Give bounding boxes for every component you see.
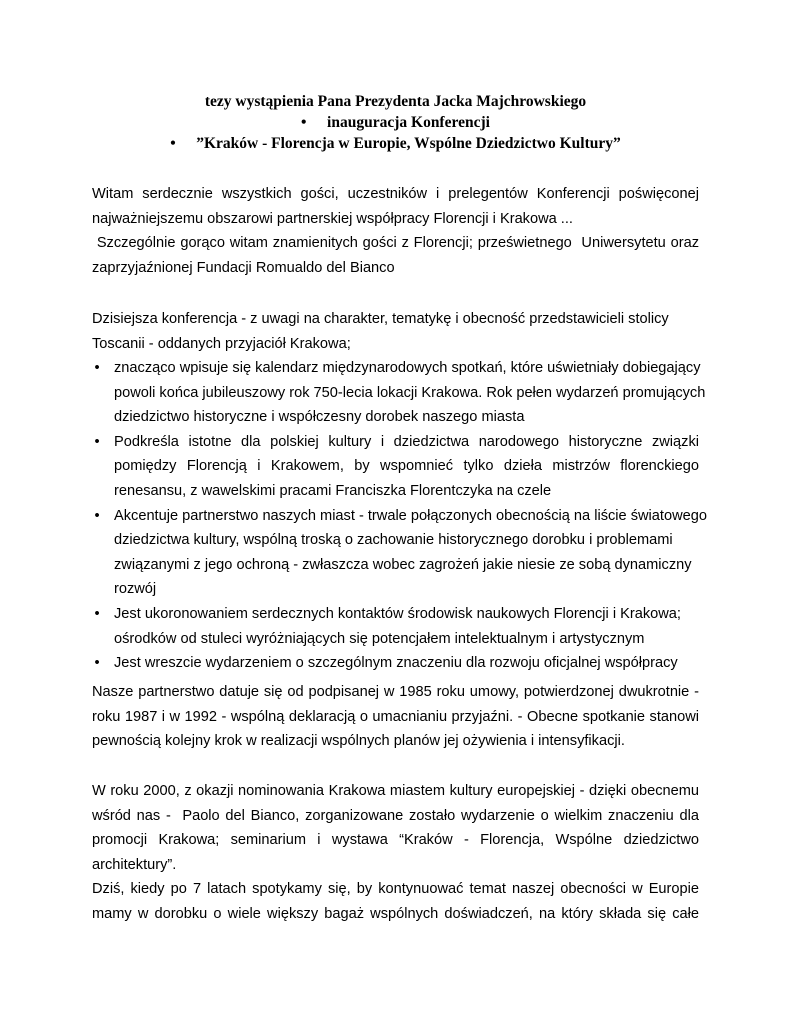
conference-title: • ”Kraków - Florencja w Europie, Wspólne Dziedzictwo Kultury”	[170, 135, 621, 152]
paragraph-today: Dziś, kiedy po 7 latach spotykamy się, by kontynuować temat naszej obecności w Europie mamy w dorobku o wiele większy bagaż wspólnych doświadczeń, na który składa się całe	[92, 881, 699, 922]
list-item: • Jest ukoronowaniem serdecznych kontaktów środowisk naukowych Florencji i Krakowa; ośrodków od stuleci wyróżniających się potencjałem intelektualnym i artystycznym	[94, 605, 681, 647]
list-item: • Akcentuje partnerstwo naszych miast - trwale połączonych obecnością na liście światowego dziedzictwa kultury, wspólną troską o zachowanie historycznego dorobku i problemami związanymi z jego ochroną - zwłaszcza wobec zagrożeń jakie niesie ze sobą dynamiczny rozwój	[94, 507, 707, 598]
bullet-list	[92, 356, 707, 676]
list-item: • znacząco wpisuje się kalendarz międzynarodowych spotkań, które uświetniały dobiegający powoli końca jubileuszowy rok 750-lecia lokacji Krakowa. Rok pełen wydarzeń promujących dziedzictwo historyczne i współczesny dorobek naszego miasta	[94, 360, 706, 426]
document-title: tezy wystąpienia Pana Prezydenta Jacka Majchrowskiego	[204, 93, 587, 110]
paragraph-partnership: Nasze partnerstwo datuje się od podpisanej w 1985 roku umowy, potwierdzonej dwukrotnie - roku 1987 i w 1992 - wspólną deklaracją o umacnianiu przyjaźni. - Obecne spotkanie stanowi pewnością kolejny krok w realizacji wspólnych planów jej ożywienia i intensyfikacji.	[92, 684, 699, 750]
document-subtitle: • inauguracja Konferencji	[301, 114, 490, 131]
paragraph-welcome: Witam serdecznie wszystkich gości, uczestników i prelegentów Konferencji poświęconej najważniejszemu obszarowi partnerskiej współpracy Florencji i Krakowa ... Szczególnie gorąco witam znamienitych gości z Florencji; prześwietnego Uniwersytetu oraz zaprzyjaźnionej Fundacji Romualdo del Bianco	[92, 186, 699, 276]
paragraph-conference: Dzisiejsza konferencja - z uwagi na charakter, tematykę i obecność przedstawicieli stolicy Toscanii - oddanych przyjaciół Krakowa;	[92, 311, 669, 352]
list-item: • Jest wreszcie wydarzeniem o szczególnym znaczeniu dla rozwoju oficjalnej współpracy	[94, 655, 678, 672]
list-item: • Podkreśla istotne dla polskiej kultury i dziedzictwa narodowego historyczne związki pomiędzy Florencją i Krakowem, by wspomnieć tylko dzieła mistrzów florenckiego renesansu, z wawelskimi pracami Franciszka Florentczyka na czele	[94, 433, 699, 499]
paragraph-year-2000: W roku 2000, z okazji nominowania Krakowa miastem kultury europejskiej - dzięki obecnemu wśród nas - Paolo del Bianco, zorganizowane zostało wydarzenie o wielkim znaczeniu dla promocji Krakowa; seminarium i wystawa “Kraków - Florencja, Wspólne dziedzictwo architektury”.	[92, 783, 699, 873]
